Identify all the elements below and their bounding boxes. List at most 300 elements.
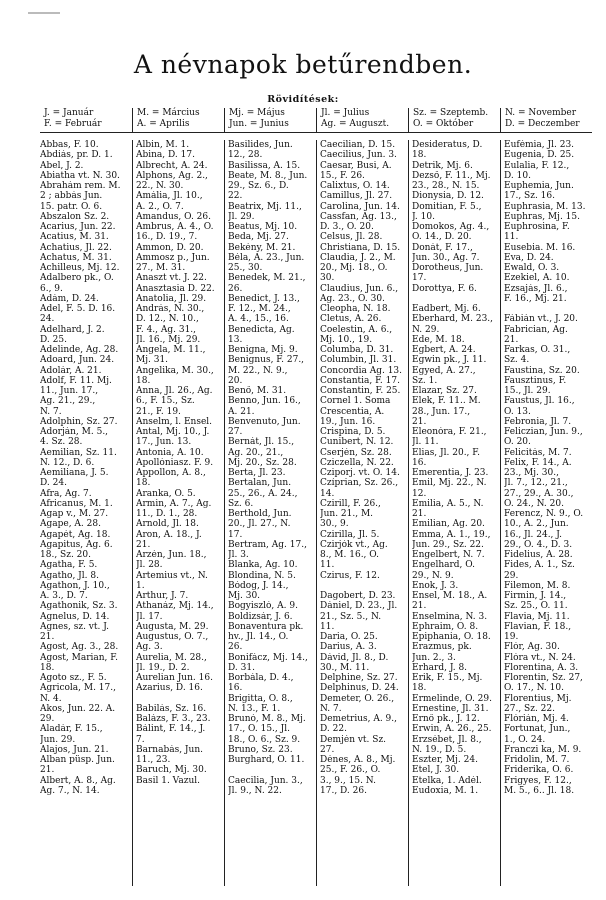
name-entry: Ernő pk., J. 12. <box>412 714 480 724</box>
name-entry: Boldizsár, J. 6. <box>228 611 293 622</box>
name-entry: Balázs, F. 3., 23. <box>136 714 211 724</box>
name-entry: Beatrix, Mj. 11., <box>228 201 302 212</box>
name-entry: Ensel, M. 18., A. <box>412 591 488 601</box>
name-entry: 22., N. 30. <box>136 181 184 191</box>
name-entry: Dionysia, D. 12. <box>412 191 484 202</box>
name-entry: Florentin, Sz. 27, <box>504 673 583 683</box>
name-entry: 18. <box>412 683 427 694</box>
abbreviation: M. = Március <box>137 108 200 118</box>
name-entry: D. 25. <box>40 334 67 345</box>
name-entry: 21., F. 19. <box>136 406 181 417</box>
name-entry: Abel, J. 2. <box>40 160 84 171</box>
name-entry: 11. <box>320 560 335 571</box>
name-entry: Jun. 30., Ag. 7. <box>412 252 480 263</box>
name-entry: Barnabás, Jun. <box>136 744 203 755</box>
name-entry: Ambrus, A. 4., O. <box>136 222 214 232</box>
section-gap <box>228 765 313 775</box>
name-entry: O. 20. <box>504 437 531 448</box>
name-entry: Ede, M. 18. <box>412 334 465 345</box>
name-entry: Aurelian Jun. 16. <box>136 673 213 683</box>
name-entry: Firmin, J. 14., <box>504 591 567 601</box>
name-entry: J. 10. <box>412 211 435 222</box>
name-entry: Mj. 10., 19. <box>320 334 373 345</box>
name-entry: Ezekiel, A. 10. <box>504 273 570 284</box>
name-entry: Florentius, Mj. <box>504 693 572 704</box>
name-entry: Appollon, A. 8., <box>136 468 206 478</box>
name-entry: Alban püsp. Jun. <box>40 755 115 765</box>
name-entry: Ag. 23., O. 30. <box>320 293 385 304</box>
name-entry: Caecilian, D. 15. <box>320 140 396 150</box>
name-entry: Adel, F. 5. D. 16. <box>40 304 116 314</box>
name-entry: 23., 28., N. 15. <box>412 181 480 191</box>
name-entry: Euphras, Mj. 15. <box>504 211 580 222</box>
abbreviation: A. = Aprilis <box>137 119 190 129</box>
name-entry: Ag. 20., 21., <box>228 447 284 458</box>
name-entry: Czirus, F. 12. <box>320 570 380 581</box>
name-entry: Ezsajás, Jl. 6., <box>504 283 568 294</box>
name-entry: Achatius, Jl. 22. <box>40 242 112 253</box>
name-entry: N. 29. <box>412 324 440 335</box>
name-entry: Fabrician, Ag. <box>504 324 568 335</box>
name-entry: Albin, M. 1. <box>136 140 190 150</box>
name-entry: Crescentia, A. <box>320 406 385 417</box>
name-entry: 18. <box>412 150 427 161</box>
name-entry: Adelhard, J. 2. <box>40 324 105 335</box>
name-entry: M. 22., N. 9., <box>228 365 288 376</box>
name-entry: Adelinde, Ag. 28. <box>40 345 119 355</box>
name-day-columns <box>40 140 592 886</box>
abbreviation: Jun. = Junius <box>229 119 289 129</box>
name-entry: Eudoxia, M. 1. <box>412 785 479 796</box>
name-entry: Cziczella, N. 22. <box>320 457 394 468</box>
name-entry: Agatha, F. 5. <box>40 560 98 571</box>
name-entry: Béla, A. 23., Jun. <box>228 252 305 263</box>
name-entry: Emma, A. 1., 19., <box>412 529 491 540</box>
name-entry: Athanáz, Mj. 14., <box>136 601 214 612</box>
name-entry: Elazar, Sz. 27. <box>412 386 477 396</box>
name-entry: Domokos, Ag. 4., <box>412 222 490 232</box>
name-entry: Agoto sz., F. 5. <box>40 673 107 683</box>
name-column <box>408 140 500 886</box>
name-entry: 12. <box>412 488 427 499</box>
name-entry: 6., F. 15., Sz. <box>136 396 195 407</box>
name-entry: Blondina, N. 5. <box>228 570 296 581</box>
name-entry: Jl. 16., Mj. 29. <box>136 334 201 345</box>
name-column <box>316 140 408 886</box>
name-entry: Agathonik, Sz. 3. <box>40 601 118 612</box>
name-entry: 27., Sz. 22. <box>504 703 555 714</box>
name-entry: Fridolin, M. 7. <box>504 755 570 765</box>
name-entry: 17., D. 26. <box>320 785 367 796</box>
name-entry: Frigyes, F. 12., <box>504 775 572 786</box>
name-entry: Aemiliana, J. 5. <box>40 468 109 478</box>
name-entry: Ephraim, O. 8. <box>412 621 479 632</box>
name-entry: Jl. 11. <box>412 437 439 448</box>
name-entry: Africanus, M. 1. <box>40 498 113 509</box>
name-entry: 29. <box>504 570 519 581</box>
name-entry: Emilian, Ag. 20. <box>412 519 485 530</box>
name-column <box>224 140 316 886</box>
name-column <box>40 140 132 886</box>
name-entry: Burghard, O. 11. <box>228 755 305 765</box>
name-entry: Enselmina, N. 3. <box>412 611 488 622</box>
name-entry: Bonaventura pk. <box>228 621 304 632</box>
name-entry: 29., N. 9. <box>412 570 454 581</box>
name-entry: Basilissa, A. 15. <box>228 160 301 171</box>
name-entry: Faustus, Jl. 16., <box>504 396 575 407</box>
name-entry: Anaszt vt. J. 22. <box>136 273 207 284</box>
name-entry: Eberhard, M. 23., <box>412 314 494 325</box>
name-entry: Febronia, Jl. 7. <box>504 416 572 427</box>
name-entry: Bertalan, Jun. <box>228 478 292 489</box>
name-entry: Erwin, A. 26., 25. <box>412 724 492 735</box>
name-entry: 18. <box>136 375 151 386</box>
name-entry: 11., Jun. 17., <box>40 386 99 396</box>
name-entry: Emerentia, J. 23. <box>412 468 489 478</box>
name-entry: Artemius vt., N. <box>136 570 208 581</box>
name-entry: Constantin, F. 25. <box>320 386 401 396</box>
name-entry: Anselm, l. Ensel. <box>136 416 213 427</box>
name-entry: András, N. 30., <box>136 304 205 314</box>
name-entry: D. 22. <box>320 724 347 735</box>
name-entry: D. 12., N. 10., <box>136 314 199 325</box>
name-entry: Cornel 1. Soma <box>320 396 391 407</box>
name-entry: Euphrosina, F. <box>504 222 570 232</box>
name-entry: Demjén vt. Sz. <box>320 734 387 745</box>
name-entry: Czirill, F. 26., <box>320 498 381 509</box>
name-entry: Dorotheus, Jun. <box>412 263 484 273</box>
name-entry: Arnold, Jl. 18. <box>136 519 199 530</box>
abbreviation: Jl. = Julius <box>321 108 370 118</box>
name-entry: 23., Mj. 30., <box>504 468 559 478</box>
name-entry: Adoard, Jun. 24. <box>40 355 115 366</box>
name-entry: Caesar, Busi, A. <box>320 160 392 171</box>
name-entry: Arzén, Jun. 18., <box>136 550 207 560</box>
name-entry: 1. <box>136 580 145 591</box>
scan-mark <box>28 12 60 14</box>
name-entry: Aurelia, M. 28., <box>136 652 207 663</box>
name-entry: Antonia, A. 10. <box>136 447 204 458</box>
name-entry: N. 19., D. 5. <box>412 744 467 755</box>
name-entry: Celsus, Jl. 28. <box>320 232 383 243</box>
name-entry: Demeter, O. 26., <box>320 693 395 704</box>
name-entry: Emilia, A. 5., N. <box>412 498 484 509</box>
name-entry: Felicitás, M. 7. <box>504 447 572 458</box>
name-entry: Eugenia, D. 25. <box>504 150 575 161</box>
name-entry: hv., Jl. 14., O. <box>228 632 289 642</box>
name-entry: O. 14., D. 20. <box>412 232 472 243</box>
name-entry: Egwin pk., J. 11. <box>412 355 487 366</box>
name-entry: Czíprian, Sz. 26., <box>320 478 399 489</box>
name-entry: Jl. 19., D. 2. <box>136 662 190 673</box>
name-entry: Ag. 21., 29., <box>40 396 96 407</box>
section-gap <box>412 294 497 304</box>
name-entry: Azarius, D. 16. <box>136 683 203 694</box>
name-entry: Filemon, M. 8. <box>504 580 571 591</box>
name-entry: 15., F. 26. <box>320 170 365 181</box>
name-entry: Adalbero pk., O. <box>40 273 114 284</box>
name-entry: Adolár, A. 21. <box>40 365 102 376</box>
name-entry: 11., 23. <box>136 755 171 765</box>
name-entry: Benvenuto, Jun. <box>228 416 301 427</box>
name-entry: Bálint, F. 14., J. <box>136 724 206 735</box>
name-entry: Adolphin, Sz. 27. <box>40 416 118 427</box>
name-entry: Ágnes, sz. vt. J. <box>40 621 109 632</box>
name-entry: 25., 26., A. 24., <box>228 488 298 499</box>
name-entry: 19., Jun. 16. <box>320 416 376 427</box>
name-entry: Fábián vt., J. 20. <box>504 314 578 325</box>
name-entry: 20. <box>228 375 243 386</box>
abbreviation: F. = Február <box>44 119 102 129</box>
name-entry: Agape, A. 28. <box>40 519 101 530</box>
name-entry: Erazmus, pk. <box>412 642 472 653</box>
name-entry: Dániel, D. 23., Jl. <box>320 601 398 612</box>
name-entry: Desideratus, D. <box>412 140 483 150</box>
name-entry: Antal, Mj. 10., J. <box>136 427 210 437</box>
name-entry: Alphons, Ag. 2., <box>136 170 208 181</box>
name-entry: Egyed, A. 27., <box>412 365 476 376</box>
name-entry: 27., M. 31. <box>136 263 186 273</box>
name-entry: 29., Sz. 6., D. <box>228 181 289 191</box>
name-entry: Agapét, Ag. 18. <box>40 529 111 540</box>
name-entry: 16. <box>412 457 427 468</box>
name-entry: 11., D. 1., 28. <box>136 509 198 519</box>
name-entry: N. 12., D. 6. <box>40 457 95 468</box>
name-entry: Flavia, Mj. 11. <box>504 611 570 622</box>
name-entry: D. 31. <box>228 662 255 673</box>
name-entry: Acatius, M. 31. <box>40 232 109 243</box>
name-entry: Augustus, O. 7., <box>136 632 209 642</box>
name-entry: 19. <box>504 632 519 642</box>
name-entry: Ádám, D. 24. <box>40 293 99 304</box>
name-entry: 16., Jl. 24., J. <box>504 529 563 540</box>
name-entry: Jl. 17. <box>136 611 163 622</box>
name-entry: Aemilian, Sz. 11. <box>40 447 117 458</box>
name-entry: Flór, Ag. 30. <box>504 642 560 653</box>
name-entry: Agathon, J. 10., <box>40 580 110 591</box>
name-entry: Acarius, Jun. 22. <box>40 222 116 232</box>
name-column <box>500 140 592 886</box>
name-column <box>132 140 224 886</box>
name-entry: Cziporj. vt. O. 14. <box>320 468 400 478</box>
name-entry: Abszalon Sz. 2. <box>40 211 110 222</box>
name-entry: Agap v., M. 27. <box>40 509 109 519</box>
name-entry: Eleonóra, F. 21., <box>412 427 487 437</box>
name-entry: O. 17., N. 10. <box>504 683 564 694</box>
name-entry: Albert, A. 8., Ag. <box>40 775 116 786</box>
name-entry: 26. <box>228 642 243 653</box>
name-entry: Mj. 20., Sz. 28. <box>228 457 297 468</box>
abbreviation-table <box>40 108 592 133</box>
name-entry: 22. <box>228 191 243 202</box>
name-entry: Dagobert, D. 23. <box>320 591 396 601</box>
page-title: A névnapok betűrendben. <box>133 50 473 79</box>
name-entry: Amália, Jl. 10., <box>136 191 203 202</box>
name-entry: Fortunat, Jun., <box>504 724 571 735</box>
name-entry: Egbert, A. 24. <box>412 345 476 355</box>
name-entry: Caecilius, Jun. 3. <box>320 150 397 161</box>
name-entry: Benno, Jun. 16., <box>228 396 301 407</box>
abbreviation: D. = Deczember <box>505 119 580 129</box>
name-entry: Bekény, M. 21. <box>228 242 296 253</box>
abbreviation-cell <box>132 108 224 132</box>
name-entry: Emil, Mj. 22., N. <box>412 478 487 489</box>
name-entry: Agatho, Jl. 8. <box>40 570 99 581</box>
name-entry: O. 24., N. 20. <box>504 498 564 509</box>
name-entry: Erik, F. 15., Mj. <box>412 673 483 683</box>
name-entry: 2 ; abbás Jun. <box>40 191 103 202</box>
abbreviation: Mj. = Május <box>229 108 285 118</box>
name-entry: Jl. 28. <box>136 560 163 571</box>
name-entry: Achatus, M. 31. <box>40 252 112 263</box>
abbreviation-cell <box>40 108 132 132</box>
name-entry: 3., 9., 15. N. <box>320 775 376 786</box>
name-entry: Ferencz, N. 9., O. <box>504 509 584 519</box>
name-entry: 14. <box>320 488 335 499</box>
name-entry: Alajos, Jun. 21. <box>40 744 109 755</box>
name-entry: Abiatha vt. N. 30. <box>40 170 120 181</box>
name-entry: Ag. 3. <box>136 642 163 653</box>
name-entry: Detrik, Mj. 6. <box>412 160 473 171</box>
name-entry: Feliczian, Jun. 9., <box>504 427 583 437</box>
abbreviation: Ag. = Auguszt. <box>321 119 390 129</box>
name-entry: A. 3., D. 7. <box>40 591 88 601</box>
name-entry: Aron, A. 18., J. <box>136 529 202 540</box>
name-entry: 21. <box>412 416 427 427</box>
name-entry: Aladár, F. 15., <box>40 724 103 735</box>
name-entry: Elek, F. 11.. M. <box>412 396 481 407</box>
name-entry: 24. <box>40 314 55 325</box>
name-entry: 17., Sz. 16. <box>504 191 555 202</box>
name-entry: Eadbert, Mj. 6. <box>412 304 481 314</box>
name-entry: 18., O. 6., Sz. 9. <box>228 734 301 745</box>
name-entry: Engelhard, O. <box>412 560 475 571</box>
name-entry: Anatolia, Jl. 29. <box>136 293 207 304</box>
name-entry: Euphrasia, M. 13. <box>504 201 586 212</box>
name-entry: Jl. 29. <box>228 211 255 222</box>
name-entry: Ag. 7., N. 14. <box>40 785 100 796</box>
name-entry: Eulalia, F. 12., <box>504 160 570 171</box>
name-entry: 17., Jun. 13. <box>136 437 192 448</box>
name-entry: Jun. 2., 3. <box>412 652 456 663</box>
name-entry: Domitian, F. 5., <box>412 201 482 212</box>
name-entry: Flóra vt., N. 24. <box>504 652 576 663</box>
name-entry: 7. <box>136 734 145 745</box>
name-entry: Constantia, F. 17. <box>320 375 400 386</box>
name-entry: Sz. 6. <box>228 498 254 509</box>
name-entry: Benő, M. 31. <box>228 386 287 396</box>
section-gap <box>320 581 405 591</box>
name-entry: Friderika, O. 6. <box>504 765 574 776</box>
name-entry: 17. <box>412 273 427 284</box>
name-entry: Arthur, J. 7. <box>136 591 189 601</box>
name-entry: D. 3., O. 20. <box>320 222 374 232</box>
name-entry: Blanka, Ag. 10. <box>228 560 298 571</box>
abbreviation: N. = November <box>505 108 577 118</box>
name-entry: Jl. 3. <box>228 550 249 560</box>
name-entry: Amandus, O. 26. <box>136 211 211 222</box>
name-entry: Columba, D. 31. <box>320 345 394 355</box>
name-entry: Agricola, M. 17., <box>40 683 116 694</box>
name-entry: F. 16., Mj. 21. <box>504 293 567 304</box>
name-entry: Jl. 9., N. 22. <box>228 785 282 796</box>
name-entry: Mj. 31. <box>136 355 169 366</box>
abbreviations-heading: Rövidítések: <box>267 94 339 105</box>
name-entry: A. 4., 15., 16. <box>228 314 289 325</box>
name-entry: Caecilia, Jun. 3., <box>228 775 303 786</box>
name-entry: Ammon, D. 20. <box>136 242 204 253</box>
name-entry: 29., O. 4., D. 3. <box>504 539 573 550</box>
name-entry: 17. <box>228 529 243 540</box>
name-entry: Adolf, F. 11. Mj. <box>40 375 112 386</box>
name-entry: Brigitta, O. 8., <box>228 693 293 704</box>
name-entry: Jun. 29., Sz. 22. <box>412 539 484 550</box>
name-entry: Donát, F. 17., <box>412 242 473 253</box>
name-entry: 18., Sz. 20. <box>40 550 91 560</box>
name-entry: 30., 9. <box>320 519 349 530</box>
name-entry: 18. <box>40 662 55 673</box>
name-entry: Faustina, Sz. 20. <box>504 365 580 376</box>
abbreviation-cell <box>500 108 592 132</box>
name-entry: Beatus, Mj. 10. <box>228 222 298 232</box>
name-entry: N. 13., F. 1. <box>228 703 281 714</box>
name-entry: Babilás, Sz. 16. <box>136 703 207 714</box>
name-entry: 27., 29., A. 30., <box>504 488 574 499</box>
name-entry: Epiphania, O. 18. <box>412 632 491 642</box>
name-entry: N. 4. <box>40 693 62 704</box>
name-entry: 21., Sz. 5., N. <box>320 611 382 622</box>
name-entry: Carolina, Jun. 14. <box>320 201 400 212</box>
name-entry: A. 21. <box>228 406 255 417</box>
name-entry: Brunó, M. 8., Mj. <box>228 714 306 724</box>
name-entry: 26. <box>228 283 243 294</box>
name-entry: Sz. 4. <box>504 355 530 366</box>
name-entry: Dénes, A. 8., Mj. <box>320 755 396 765</box>
name-entry: Achilleus, Mj. 12. <box>40 263 120 273</box>
name-entry: Ermelinde, O. 29. <box>412 693 492 704</box>
name-entry: Franczi ka, M. 9. <box>504 744 582 755</box>
name-entry: 28., Jun. 17., <box>412 406 471 417</box>
name-entry: Fides, A. 1., Sz. <box>504 560 575 571</box>
name-entry: Ákos, Jun. 22. A. <box>40 703 116 714</box>
name-entry: 8., M. 16., O. <box>320 550 379 560</box>
name-entry: Ernestine, Jl. 31. <box>412 703 489 714</box>
name-entry: A. 2., O. 7. <box>136 201 184 212</box>
name-entry: Augusta, M. 29. <box>136 621 209 632</box>
name-entry: Anna, Jl. 26., Ag. <box>136 386 213 396</box>
name-entry: 16., D. 19., 7. <box>136 232 198 243</box>
name-entry: 11. <box>504 232 519 243</box>
name-entry: Etel, J. 30. <box>412 765 460 776</box>
name-entry: 17., O. 15., Jl. <box>228 724 290 735</box>
name-entry: D. 10. <box>504 170 531 181</box>
name-entry: N. 7. <box>320 703 342 714</box>
name-entry: Beate, M. 8., Jun. <box>228 170 308 181</box>
name-entry: Benignus, F. 27., <box>228 355 305 366</box>
name-entry: 20., Jl. 27., N. <box>228 519 291 530</box>
name-entry: 1., O. 24. <box>504 734 546 745</box>
name-entry: F. 12., M. 24., <box>228 304 291 314</box>
abbreviation-cell <box>408 108 500 132</box>
name-entry: Flavian, F. 18., <box>504 621 572 632</box>
abbreviation: Sz. = Szeptemb. <box>413 108 489 118</box>
name-entry: Bernát, Jl. 15., <box>228 437 295 448</box>
name-entry: 10., A. 2., Jun. <box>504 519 569 530</box>
name-entry: Sz. 25., O. 11. <box>504 601 568 612</box>
name-entry: 27. <box>320 744 335 755</box>
name-entry: Coelestin, A. 6., <box>320 324 393 335</box>
name-entry: Darius, A. 3. <box>320 642 377 653</box>
